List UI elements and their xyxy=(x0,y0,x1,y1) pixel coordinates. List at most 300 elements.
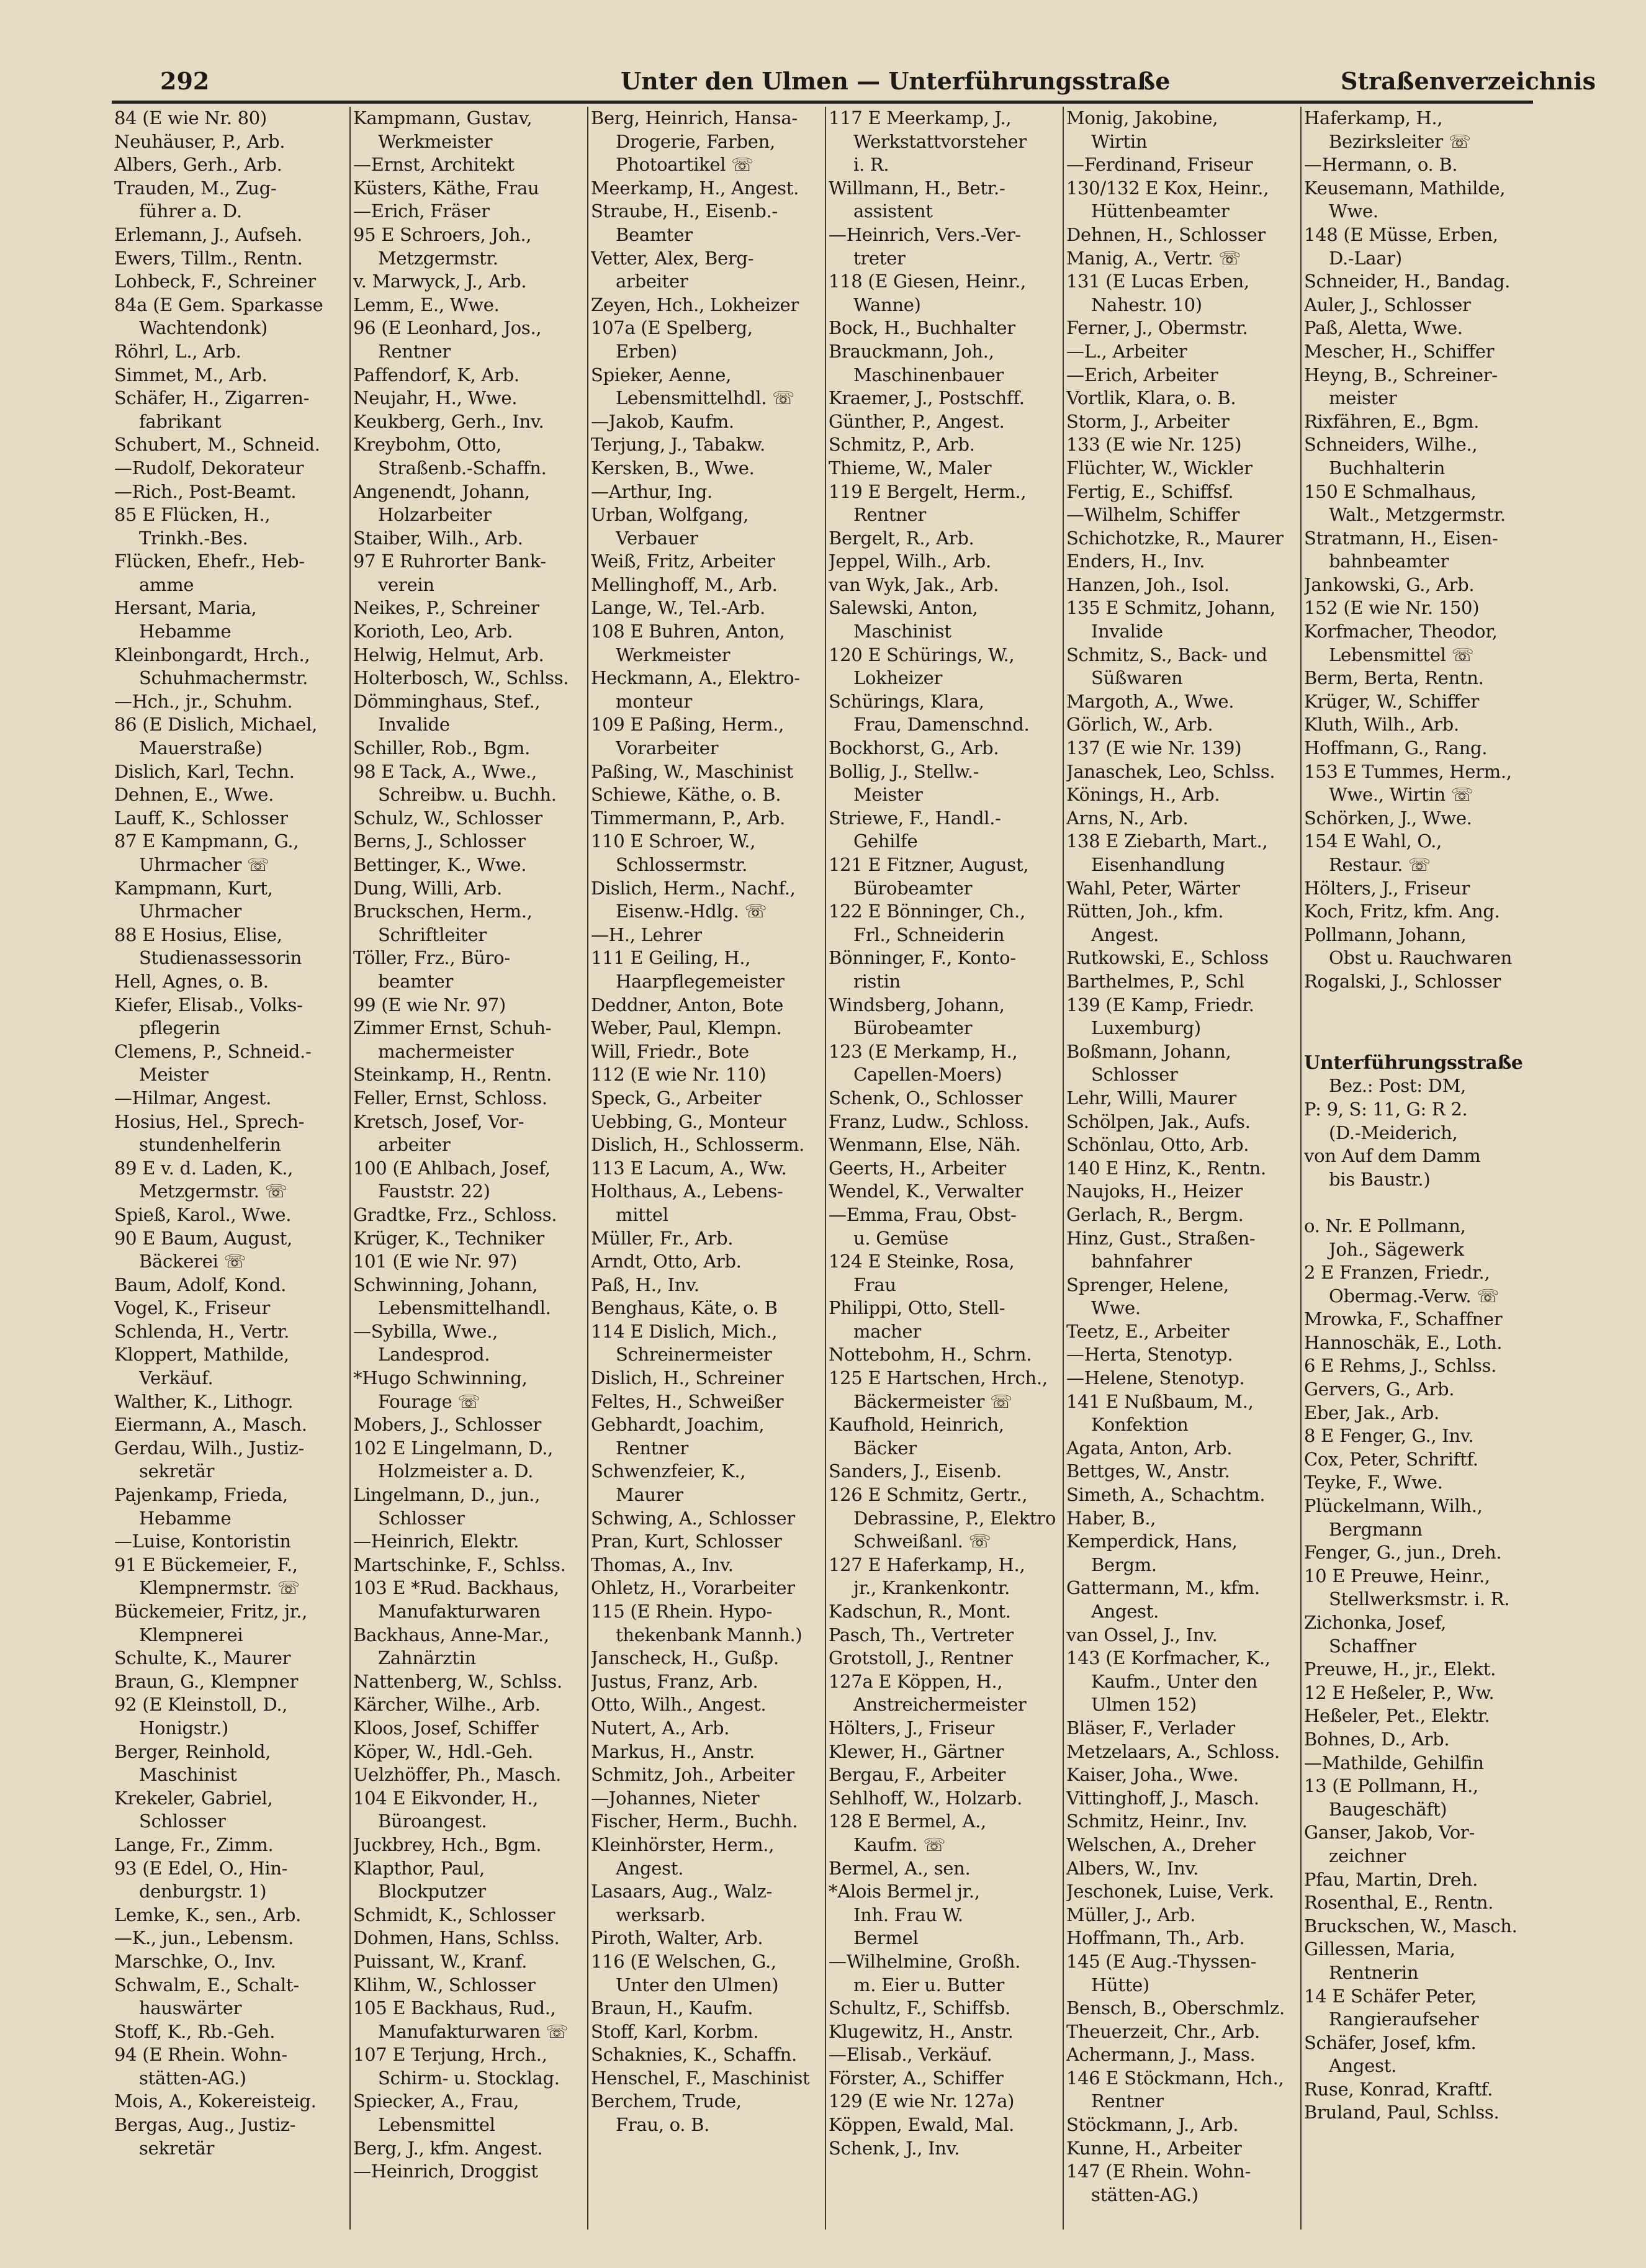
directory-line: Benghaus, Käte, o. B xyxy=(591,1297,778,1319)
directory-line: Pfau, Martin, Dreh. xyxy=(1304,1868,1478,1890)
directory-line: Rixfähren, E., Bgm. xyxy=(1304,410,1480,432)
directory-line: 2 E Franzen, Friedr., xyxy=(1304,1262,1490,1284)
directory-line: Schäfer, Josef, kfm. xyxy=(1304,2032,1477,2053)
directory-line: sekretär xyxy=(139,2137,215,2159)
directory-line: mittel xyxy=(616,1204,668,1225)
directory-line: Dislich, Herm., Nachf., xyxy=(591,877,796,899)
directory-line: Urban, Wolfgang, xyxy=(591,504,749,526)
directory-line: Hannoschäk, E., Loth. xyxy=(1304,1331,1503,1353)
directory-line: Klempnerei xyxy=(139,1624,243,1645)
directory-line: Förster, A., Schiffer xyxy=(829,2067,1004,2089)
directory-line: Maschinist xyxy=(853,621,951,642)
directory-line: Schmitz, Joh., Arbeiter xyxy=(591,1764,794,1786)
directory-line: Schulte, K., Maurer xyxy=(114,1647,291,1669)
directory-line: Lemke, K., sen., Arb. xyxy=(114,1904,302,1925)
directory-line: Zichonka, Josef, xyxy=(1304,1612,1447,1633)
directory-line: Schiewe, Käthe, o. B. xyxy=(591,784,781,806)
directory-line: Schwenzfeier, K., xyxy=(591,1460,746,1482)
directory-columns xyxy=(112,107,1539,2230)
directory-line: Ulmen 152) xyxy=(1091,1694,1197,1716)
directory-line: Schlenda, H., Vertr. xyxy=(114,1320,289,1342)
directory-line: Kaufm., Unter den xyxy=(1091,1670,1257,1692)
directory-line: Haferkamp, H., xyxy=(1304,107,1443,128)
directory-line: Ohletz, H., Vorarbeiter xyxy=(591,1577,795,1599)
directory-line: Rentner xyxy=(853,504,926,526)
directory-line: Buchhalterin xyxy=(1329,457,1446,479)
directory-line: 90 E Baum, August, xyxy=(114,1227,292,1249)
directory-line: Luxemburg) xyxy=(1091,1017,1201,1039)
directory-line: 118 (E Giesen, Heinr., xyxy=(829,271,1026,292)
directory-line: Zahnärztin xyxy=(378,1647,476,1669)
directory-line: 110 E Schroer, W., xyxy=(591,830,756,852)
directory-line: 89 E v. d. Laden, K., xyxy=(114,1157,294,1179)
directory-line: Kloppert, Mathilde, xyxy=(114,1344,289,1366)
directory-line: 133 (E wie Nr. 125) xyxy=(1066,434,1242,456)
directory-line: Klugewitz, H., Anstr. xyxy=(829,2020,1014,2042)
directory-line: Windsberg, Johann, xyxy=(829,994,1005,1015)
directory-line: Vittinghoff, J., Masch. xyxy=(1066,1787,1259,1809)
directory-line: Willmann, H., Betr.- xyxy=(829,177,1005,199)
directory-line: Müller, Fr., Arb. xyxy=(591,1227,734,1249)
directory-line: Wwe. xyxy=(1329,200,1378,222)
directory-line: Verbauer xyxy=(616,527,698,549)
directory-line: Kretsch, Josef, Vor- xyxy=(353,1110,524,1132)
directory-line: Töller, Frz., Büro- xyxy=(353,947,510,969)
directory-line: Mellinghoff, M., Arb. xyxy=(591,574,778,595)
directory-line: Vorarbeiter xyxy=(616,737,719,759)
directory-line: Holterbosch, W., Schlss. xyxy=(353,667,569,689)
column-2 xyxy=(349,107,587,2230)
directory-line: Keukberg, Gerh., Inv. xyxy=(353,410,544,432)
directory-line: stundenhelferin xyxy=(139,1134,281,1156)
directory-line: —L., Arbeiter xyxy=(1066,340,1187,362)
directory-line: Dehnen, E., Wwe. xyxy=(114,784,274,806)
directory-line: Schneiders, Wilhe., xyxy=(1304,434,1478,456)
directory-line: 96 (E Leonhard, Jos., xyxy=(353,317,542,339)
directory-line: Bohnes, D., Arb. xyxy=(1304,1728,1450,1750)
directory-line: Naujoks, H., Heizer xyxy=(1066,1181,1243,1202)
directory-line: Holthaus, A., Lebens- xyxy=(591,1181,783,1202)
directory-line: 148 (E Müsse, Erben, xyxy=(1304,223,1498,245)
directory-line: Metzelaars, A., Schloss. xyxy=(1066,1740,1280,1762)
directory-line: Frau, o. B. xyxy=(616,2114,710,2136)
directory-line: Schneider, H., Bandag. xyxy=(1304,271,1510,292)
directory-line: Bettges, W., Anstr. xyxy=(1066,1460,1230,1482)
directory-line: 102 E Lingelmann, D., xyxy=(353,1437,554,1459)
directory-line: Lange, Fr., Zimm. xyxy=(114,1834,274,1855)
directory-line: —Wilhelmine, Großh. xyxy=(829,1950,1021,1972)
directory-line: *Alois Bermel jr., xyxy=(829,1881,980,1902)
directory-line: thekenbank Mannh.) xyxy=(616,1624,803,1645)
directory-line: Kaufhold, Heinrich, xyxy=(829,1414,1004,1436)
directory-line: zeichner xyxy=(1329,1845,1406,1866)
directory-line: Kemperdick, Hans, xyxy=(1066,1531,1238,1552)
directory-line: Auler, J., Schlosser xyxy=(1304,294,1471,315)
directory-line: —Heinrich, Droggist xyxy=(353,2161,538,2182)
directory-line: Invalide xyxy=(1091,621,1163,642)
directory-line: Simeth, A., Schachtm. xyxy=(1066,1484,1266,1506)
directory-line: —Hermann, o. B. xyxy=(1304,154,1458,176)
directory-line: 141 E Nußbaum, M., xyxy=(1066,1390,1254,1412)
directory-line: 115 (E Rhein. Hypo- xyxy=(591,1601,773,1622)
directory-line: Schönlau, Otto, Arb. xyxy=(1066,1134,1249,1156)
directory-line: Boßmann, Johann, xyxy=(1066,1040,1231,1062)
directory-line: Wanne) xyxy=(853,294,921,315)
directory-line: Kleinhörster, Herm., xyxy=(591,1834,775,1855)
directory-line: —Jakob, Kaufm. xyxy=(591,410,734,432)
directory-line: Manufakturwaren xyxy=(378,1601,541,1622)
directory-line: Gerlach, R., Bergm. xyxy=(1066,1204,1244,1225)
directory-line: Berchem, Trude, xyxy=(591,2090,742,2112)
directory-line: Dehnen, H., Schlosser xyxy=(1066,223,1266,245)
directory-line: 138 E Ziebarth, Mart., xyxy=(1066,830,1268,852)
directory-line: 97 E Ruhrorter Bank- xyxy=(353,551,546,572)
directory-line: Mauerstraße) xyxy=(139,737,263,759)
directory-line: monteur xyxy=(616,690,692,712)
directory-line: Werkmeister xyxy=(616,644,731,665)
directory-line: Zimmer Ernst, Schuh- xyxy=(353,1017,552,1039)
directory-line: 8 E Fenger, G., Inv. xyxy=(1304,1425,1474,1447)
directory-line: Rentnerin xyxy=(1329,1961,1419,1983)
directory-line: Grotstoll, J., Rentner xyxy=(829,1647,1013,1669)
directory-line: Wirtin xyxy=(1091,130,1148,152)
directory-line: Korfmacher, Theodor, xyxy=(1304,621,1498,642)
directory-line: —Hilmar, Angest. xyxy=(114,1087,272,1109)
directory-line: Spieß, Karol., Wwe. xyxy=(114,1204,292,1225)
directory-line: Plückelmann, Wilh., xyxy=(1304,1495,1483,1517)
directory-line: Kreybohm, Otto, xyxy=(353,434,501,456)
directory-line: Klempnermstr. ☏ xyxy=(139,1577,300,1599)
directory-line: Schichotzke, R., Maurer xyxy=(1066,527,1284,549)
directory-line: Baugeschäft) xyxy=(1329,1798,1447,1820)
directory-line: Eiermann, A., Masch. xyxy=(114,1414,307,1436)
directory-line: Schubert, M., Schneid. xyxy=(114,434,320,456)
directory-line: macher xyxy=(853,1320,921,1342)
directory-line: 107a (E Spelberg, xyxy=(591,317,753,339)
directory-line: jr., Krankenkontr. xyxy=(853,1577,1010,1599)
directory-line: Meister xyxy=(139,1064,209,1086)
directory-line: Büroangest. xyxy=(378,1811,487,1832)
directory-line: arbeiter xyxy=(616,271,688,292)
directory-line: Hosius, Hel., Sprech- xyxy=(114,1110,305,1132)
directory-line: stätten-AG.) xyxy=(139,2067,246,2089)
directory-line: Dislich, H., Schreiner xyxy=(591,1367,784,1389)
directory-line: 129 (E wie Nr. 127a) xyxy=(829,2090,1015,2112)
street-heading: Unterführungsstraße xyxy=(1304,1051,1523,1074)
directory-line: Bäckerei ☏ xyxy=(139,1251,246,1272)
directory-line: —Luise, Kontoristin xyxy=(114,1531,291,1552)
directory-line: Kraemer, J., Postschff. xyxy=(829,387,1025,409)
directory-line: —Johannes, Nieter xyxy=(591,1787,760,1809)
directory-line: Flüchter, W., Wickler xyxy=(1066,457,1252,479)
directory-line: Meister xyxy=(853,784,923,806)
directory-line: Gervers, G., Arb. xyxy=(1304,1379,1455,1400)
directory-line: —Rich., Post-Beamt. xyxy=(114,480,297,502)
directory-line: Landesprod. xyxy=(378,1344,490,1366)
directory-line: Heyng, B., Schreiner- xyxy=(1304,364,1498,385)
directory-line: Berger, Reinhold, xyxy=(114,1740,271,1762)
directory-line: 120 E Schürings, W., xyxy=(829,644,1015,665)
directory-line: Bückemeier, Fritz, jr., xyxy=(114,1601,308,1622)
directory-line: Photoartikel ☏ xyxy=(616,154,754,176)
directory-line: Schlossermstr. xyxy=(616,854,748,875)
directory-line: Studienassessorin xyxy=(139,947,302,969)
directory-line: Dohmen, Hans, Schlss. xyxy=(353,1927,560,1949)
directory-line: Dislich, H., Schlosserm. xyxy=(591,1134,805,1156)
directory-line: Schwalm, E., Schalt- xyxy=(114,1974,299,1996)
column-3 xyxy=(587,107,825,2230)
directory-line: —Heinrich, Vers.-Ver- xyxy=(829,223,1021,245)
directory-line: Wenmann, Else, Näh. xyxy=(829,1134,1021,1156)
directory-line: 127 E Haferkamp, H., xyxy=(829,1554,1025,1575)
directory-line: Clemens, P., Schneid.- xyxy=(114,1040,312,1062)
directory-line: Lange, W., Tel.-Arb. xyxy=(591,597,765,619)
directory-line: Neujahr, H., Wwe. xyxy=(353,387,518,409)
column-4 xyxy=(825,107,1063,2230)
directory-line: P: 9, S: 11, G: R 2. xyxy=(1304,1098,1468,1120)
directory-line: Jeppel, Wilh., Arb. xyxy=(829,551,991,572)
directory-line: Braun, H., Kaufm. xyxy=(591,1997,753,2019)
directory-line: 107 E Terjung, Hrch., xyxy=(353,2044,547,2066)
directory-line: Paß, H., Inv. xyxy=(591,1274,699,1295)
directory-line: Hütte) xyxy=(1091,1974,1149,1996)
directory-line: van Wyk, Jak., Arb. xyxy=(829,574,999,595)
directory-line: 84 (E wie Nr. 80) xyxy=(114,107,267,128)
directory-line: Bäcker xyxy=(853,1437,917,1459)
directory-line: Schölpen, Jak., Aufs. xyxy=(1066,1110,1251,1132)
directory-line: 85 E Flücken, H., xyxy=(114,504,271,526)
directory-line: Teyke, F., Wwe. xyxy=(1304,1472,1443,1493)
directory-line: arbeiter xyxy=(378,1134,451,1156)
directory-line: i. R. xyxy=(853,154,889,176)
directory-line: *Hugo Schwinning, xyxy=(353,1367,528,1389)
directory-line: o. Nr. E Pollmann, xyxy=(1304,1215,1466,1236)
directory-line: Stöckmann, J., Arb. xyxy=(1066,2114,1239,2136)
page-number: 292 xyxy=(160,67,210,95)
directory-line: Wwe. xyxy=(1091,1297,1141,1319)
directory-line: Schlosser xyxy=(378,1507,465,1529)
directory-line: Uelzhöffer, Ph., Masch. xyxy=(353,1764,561,1786)
directory-line: Agata, Anton, Arb. xyxy=(1066,1437,1233,1459)
directory-line: Arndt, Otto, Arb. xyxy=(591,1251,742,1272)
directory-line: Martschinke, F., Schlss. xyxy=(353,1554,566,1575)
directory-line: Schürings, Klara, xyxy=(829,690,984,712)
directory-line: Ruse, Konrad, Kraftf. xyxy=(1304,2078,1493,2100)
directory-line: 123 (E Merkamp, H., xyxy=(829,1040,1018,1062)
directory-line: Kunne, H., Arbeiter xyxy=(1066,2137,1242,2159)
directory-line: Bettinger, K., Wwe. xyxy=(353,854,527,875)
directory-line: Paß, Aletta, Wwe. xyxy=(1304,317,1463,339)
directory-line: Dislich, Karl, Techn. xyxy=(114,760,295,782)
directory-line: treter xyxy=(853,247,906,269)
directory-line: Vetter, Alex, Berg- xyxy=(591,247,754,269)
directory-line: Monig, Jakobine, xyxy=(1066,107,1218,128)
directory-line: Frau, Damenschnd. xyxy=(853,714,1030,736)
directory-line: Berm, Berta, Rentn. xyxy=(1304,667,1484,689)
directory-line: Röhrl, L., Arb. xyxy=(114,340,241,362)
directory-line: Schweißanl. ☏ xyxy=(853,1531,991,1552)
directory-line: 104 E Eikvonder, H., xyxy=(353,1787,539,1809)
directory-line: Mrowka, F., Schaffner xyxy=(1304,1308,1503,1330)
directory-line: Berg, Heinrich, Hansa- xyxy=(591,107,798,128)
directory-line: Bruckschen, Herm., xyxy=(353,901,533,922)
directory-line: werksarb. xyxy=(616,1904,706,1925)
directory-line: Invalide xyxy=(378,714,450,736)
directory-line: Janscheck, H., Gußp. xyxy=(591,1647,779,1669)
directory-line: 126 E Schmitz, Gertr., xyxy=(829,1484,1028,1506)
directory-line: (D.-Meiderich, xyxy=(1329,1122,1458,1143)
directory-line: Thieme, W., Maler xyxy=(829,457,992,479)
directory-line: Görlich, W., Arb. xyxy=(1066,714,1213,736)
directory-line: Teetz, E., Arbeiter xyxy=(1066,1320,1230,1342)
directory-line: Angest. xyxy=(1091,924,1159,945)
directory-line: Pajenkamp, Frieda, xyxy=(114,1484,288,1506)
directory-line: Bäckermeister ☏ xyxy=(853,1390,1012,1412)
directory-line: Bergau, F., Arbeiter xyxy=(829,1764,1006,1786)
directory-line: Angest. xyxy=(1091,1601,1159,1622)
directory-line: Marschke, O., Inv. xyxy=(114,1950,276,1972)
directory-line: Piroth, Walter, Arb. xyxy=(591,1927,763,1949)
directory-line: Margoth, A., Wwe. xyxy=(1066,690,1234,712)
directory-line: Lingelmann, D., jun., xyxy=(353,1484,541,1506)
directory-line: Spieker, Aenne, xyxy=(591,364,732,385)
directory-line: Rentner xyxy=(616,1437,688,1459)
directory-line: Heckmann, A., Elektro- xyxy=(591,667,800,689)
directory-line: verein xyxy=(378,574,434,595)
directory-line: 109 E Paßing, Herm., xyxy=(591,714,785,736)
directory-line: Bruckschen, W., Masch. xyxy=(1304,1915,1518,1937)
directory-line: 98 E Tack, A., Wwe., xyxy=(353,760,537,782)
directory-line: 113 E Lacum, A., Ww. xyxy=(591,1157,787,1179)
directory-line: Joh., Sägewerk xyxy=(1329,1238,1464,1260)
directory-line: Hebamme xyxy=(139,621,232,642)
section-title: Straßenverzeichnis xyxy=(1341,67,1596,95)
directory-line: Klewer, H., Gärtner xyxy=(829,1740,1004,1762)
directory-line: 112 (E wie Nr. 110) xyxy=(591,1064,767,1086)
directory-line: Gerdau, Wilh., Justiz- xyxy=(114,1437,304,1459)
directory-line: 147 (E Rhein. Wohn- xyxy=(1066,2161,1251,2182)
directory-line: Lokheizer xyxy=(853,667,943,689)
directory-line: Kersken, B., Wwe. xyxy=(591,457,755,479)
directory-line: 99 (E wie Nr. 97) xyxy=(353,994,506,1015)
directory-line: —H., Lehrer xyxy=(591,924,702,945)
directory-line: Sanders, J., Eisenb. xyxy=(829,1460,1002,1482)
directory-line: Maschinenbauer xyxy=(853,364,1004,385)
directory-line: Krüger, K., Techniker xyxy=(353,1227,544,1249)
directory-line: Janaschek, Leo, Schlss. xyxy=(1066,760,1275,782)
directory-line: 12 E Heßeler, P., Ww. xyxy=(1304,1681,1495,1703)
directory-line: Justus, Franz, Arb. xyxy=(591,1670,758,1692)
directory-line: meister xyxy=(1329,387,1397,409)
directory-line: v. Marwyck, J., Arb. xyxy=(353,271,527,292)
column-6 xyxy=(1300,107,1538,2230)
directory-line: Hersant, Maria, xyxy=(114,597,257,619)
directory-line: Pran, Kurt, Schlosser xyxy=(591,1531,782,1552)
directory-line: Franz, Ludw., Schloss. xyxy=(829,1110,1030,1132)
directory-line: 146 E Stöckmann, Hch., xyxy=(1066,2067,1284,2089)
directory-line: Bermel xyxy=(853,1927,919,1949)
directory-line: Dung, Willi, Arb. xyxy=(353,877,502,899)
directory-line: Braun, G., Klempner xyxy=(114,1670,299,1692)
directory-line: Bönninger, F., Konto- xyxy=(829,947,1016,969)
directory-line: Barthelmes, P., Schl xyxy=(1066,970,1244,992)
directory-line: Terjung, J., Tabakw. xyxy=(591,434,765,456)
directory-line: 137 (E wie Nr. 139) xyxy=(1066,737,1242,759)
directory-line: Bock, H., Buchhalter xyxy=(829,317,1015,339)
directory-line: Uebbing, G., Monteur xyxy=(591,1110,786,1132)
directory-line: Metzgermstr. xyxy=(378,247,498,269)
directory-line: pflegerin xyxy=(139,1017,220,1039)
directory-line: —Helene, Stenotyp. xyxy=(1066,1367,1245,1389)
directory-line: Straube, H., Eisenb.- xyxy=(591,200,778,222)
directory-line: Neikes, P., Schreiner xyxy=(353,597,539,619)
directory-line: Krüger, W., Schiffer xyxy=(1304,690,1479,712)
directory-line: —Erich, Fräser xyxy=(353,200,490,222)
page-header xyxy=(112,67,1596,99)
directory-line: Hanzen, Joh., Isol. xyxy=(1066,574,1230,595)
directory-line: Stellwerksmstr. i. R. xyxy=(1329,1588,1510,1610)
directory-line: Helwig, Helmut, Arb. xyxy=(353,644,544,665)
directory-line: Wwe., Wirtin ☏ xyxy=(1329,784,1473,806)
directory-line: Erlemann, J., Aufseh. xyxy=(114,223,303,245)
directory-line: Bürobeamter xyxy=(853,1017,973,1039)
directory-line: Paffendorf, K, Arb. xyxy=(353,364,519,385)
directory-line: Zeyen, Hch., Lokheizer xyxy=(591,294,799,315)
directory-line: Arns, N., Arb. xyxy=(1066,807,1189,829)
directory-line: Brauckmann, Joh., xyxy=(829,340,994,362)
directory-line: 13 (E Pollmann, H., xyxy=(1304,1775,1478,1797)
directory-line: —Rudolf, Dekorateur xyxy=(114,457,304,479)
directory-line: Kluth, Wilh., Arb. xyxy=(1304,714,1459,736)
directory-line: Bürobeamter xyxy=(853,877,973,899)
spacer xyxy=(1304,1191,1534,1215)
directory-line: Jeschonek, Luise, Verk. xyxy=(1066,1881,1274,1902)
directory-line: Kärcher, Wilhe., Arb. xyxy=(353,1694,541,1716)
directory-line: 101 (E wie Nr. 97) xyxy=(353,1251,518,1272)
directory-line: Berns, J., Schlosser xyxy=(353,830,526,852)
directory-line: Feltes, H., Schweißer xyxy=(591,1390,784,1412)
directory-line: —Arthur, Ing. xyxy=(591,480,713,502)
directory-line: Drogerie, Farben, xyxy=(616,130,775,152)
directory-line: 122 E Bönninger, Ch., xyxy=(829,901,1025,922)
directory-line: Enders, H., Inv. xyxy=(1066,551,1205,572)
directory-line: Maurer xyxy=(616,1484,683,1506)
directory-line: 94 (E Rhein. Wohn- xyxy=(114,2044,287,2066)
directory-line: amme xyxy=(139,574,194,595)
directory-line: Könings, H., Arb. xyxy=(1066,784,1220,806)
directory-line: Maschinist xyxy=(139,1764,237,1786)
directory-line: Sprenger, Helene, xyxy=(1066,1274,1229,1295)
directory-line: 116 (E Welschen, G., xyxy=(591,1950,776,1972)
directory-line: Eisenhandlung xyxy=(1091,854,1225,875)
directory-line: Baum, Adolf, Kond. xyxy=(114,1274,286,1295)
directory-line: 128 E Bermel, A., xyxy=(829,1811,986,1832)
directory-line: Ganser, Jakob, Vor- xyxy=(1304,1822,1475,1843)
directory-line: —Sybilla, Wwe., xyxy=(353,1320,498,1342)
directory-line: Erben) xyxy=(616,340,677,362)
directory-line: Ferner, J., Obermstr. xyxy=(1066,317,1248,339)
directory-line: Gradtke, Frz., Schloss. xyxy=(353,1204,557,1225)
directory-line: 130/132 E Kox, Heinr., xyxy=(1066,177,1269,199)
directory-line: Juckbrey, Hch., Bgm. xyxy=(353,1834,542,1855)
directory-line: —Erich, Arbeiter xyxy=(1066,364,1218,385)
directory-line: Lebensmittel ☏ xyxy=(1329,644,1474,665)
directory-line: Manufakturwaren ☏ xyxy=(378,2020,569,2042)
directory-line: Vortlik, Klara, o. B. xyxy=(1066,387,1236,409)
directory-line: denburgstr. 1) xyxy=(139,1881,267,1902)
directory-line: Angest. xyxy=(1329,2055,1397,2077)
directory-line: 108 E Buhren, Anton, xyxy=(591,621,785,642)
